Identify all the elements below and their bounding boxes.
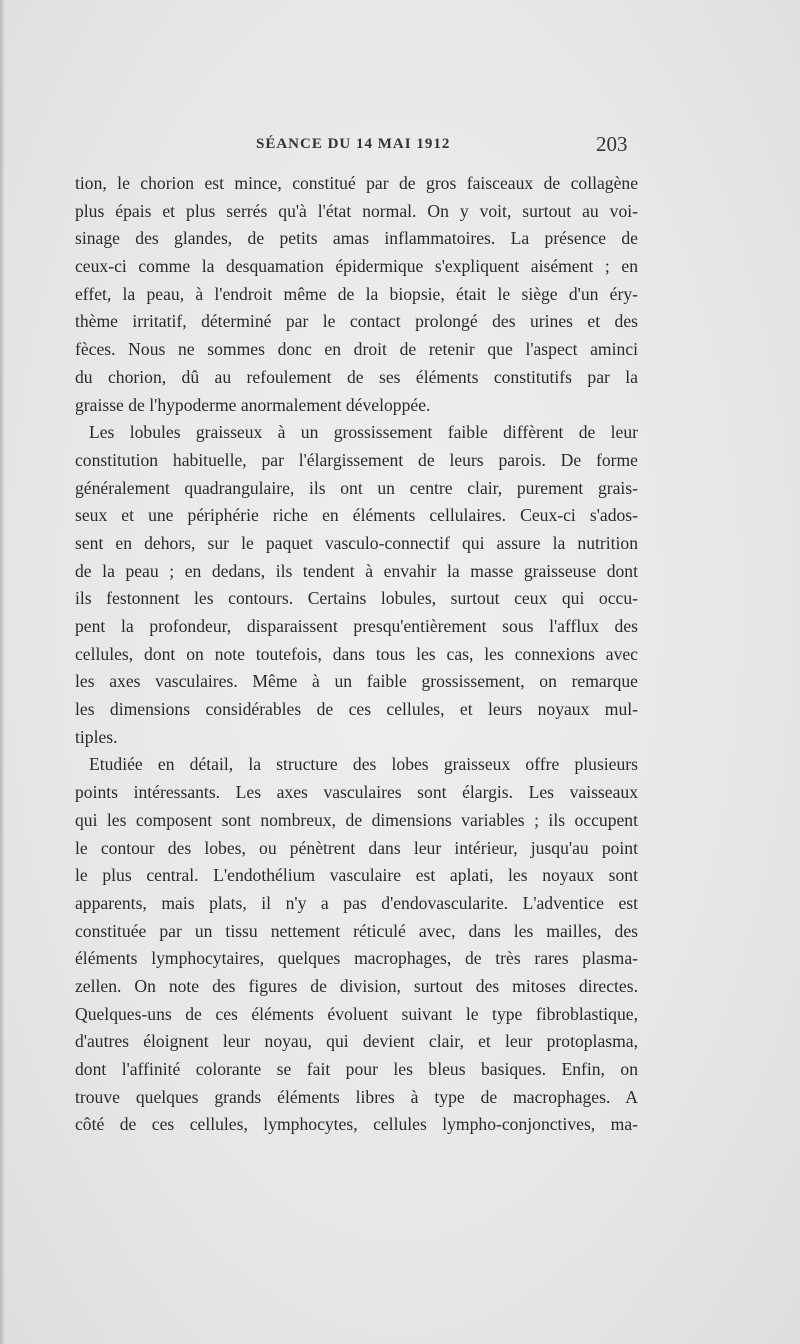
text-line: le contour des lobes, ou pénètrent dans leur intérieur, jusqu'au point (75, 837, 638, 858)
text-line: généralement quadrangulaire, ils ont un centre clair, purement grais- (75, 477, 638, 498)
text-line: de la peau ; en dedans, ils tendent à envahir la masse graisseuse dont (75, 560, 638, 581)
text-line: du chorion, dû au refoulement de ses éléments constitutifs par la (75, 366, 638, 387)
text-line: plus épais et plus serrés qu'à l'état normal. On y voit, surtout au voi- (75, 200, 638, 221)
text-line: les axes vasculaires. Même à un faible grossissement, on remarque (75, 671, 638, 692)
text-line: les dimensions considérables de ces cellules, et leurs noyaux mul- (75, 699, 638, 720)
text-line: constituée par un tissu nettement réticulé avec, dans les mailles, des (75, 920, 638, 941)
text-line: effet, la peau, à l'endroit même de la biopsie, était le siège d'un éry- (75, 283, 638, 304)
text-line: ils festonnent les contours. Certains lobules, surtout ceux qui occu- (75, 588, 638, 609)
text-line: Les lobules graisseux à un grossissement faible diffèrent de leur (89, 422, 638, 443)
text-line: zellen. On note des figures de division, surtout des mitoses directes. (75, 975, 638, 996)
text-line: sinage des glandes, de petits amas inflammatoires. La présence de (75, 228, 638, 249)
text-line: thème irritatif, déterminé par le contact prolongé des urines et des (75, 311, 638, 332)
text-line: qui les composent sont nombreux, de dimensions variables ; ils occupent (75, 809, 638, 830)
text-line: Etudiée en détail, la structure des lobes graisseux offre plusieurs (89, 754, 638, 775)
text-line: ceux-ci comme la desquamation épidermique s'expliquent aisément ; en (75, 256, 638, 277)
text-line: apparents, mais plats, il n'y a pas d'endovascularite. L'adventice est (75, 892, 638, 913)
text-line: graisse de l'hypoderme anormalement développée. (75, 394, 431, 415)
text-line: tion, le chorion est mince, constitué par de gros faisceaux de collagène (75, 173, 638, 193)
text-line: Quelques-uns de ces éléments évoluent suivant le type fibroblastique, (75, 1003, 638, 1024)
text-line: cellules, dont on note toutefois, dans tous les cas, les connexions avec (75, 643, 638, 664)
text-line: trouve quelques grands éléments libres à type de macrophages. A (75, 1086, 638, 1107)
text-line: tiples. (75, 726, 118, 747)
text-line: points intéressants. Les axes vasculaires sont élargis. Les vaisseaux (75, 782, 638, 803)
text-line: dont l'affinité colorante se fait pour les bleus basiques. Enfin, on (75, 1059, 638, 1079)
text-line: le plus central. L'endothélium vasculaire est aplati, les noyaux sont (75, 865, 638, 886)
text-line: constitution habituelle, par l'élargissement de leurs parois. De forme (75, 449, 638, 470)
text-line: côté de ces cellules, lymphocytes, cellules lympho-conjonctives, ma- (75, 1114, 638, 1135)
body-text (75, 170, 638, 1139)
text-line: pent la profondeur, disparaissent presqu'entièrement sous l'afflux des (75, 616, 638, 636)
text-line: d'autres éloignent leur noyau, qui devient clair, et leur protoplasma, (75, 1031, 638, 1052)
text-line: fèces. Nous ne sommes donc en droit de retenir que l'aspect aminci (75, 339, 638, 360)
text-line: éléments lymphocytaires, quelques macrophages, de très rares plasma- (75, 948, 638, 969)
text-line: sent en dehors, sur le paquet vasculo-connectif qui assure la nutrition (75, 532, 638, 553)
text-line: seux et une périphérie riche en éléments cellulaires. Ceux-ci s'ados- (75, 505, 638, 526)
running-head: SÉANCE DU 14 MAI 1912 (256, 136, 451, 152)
page-number: 203 (596, 132, 628, 156)
